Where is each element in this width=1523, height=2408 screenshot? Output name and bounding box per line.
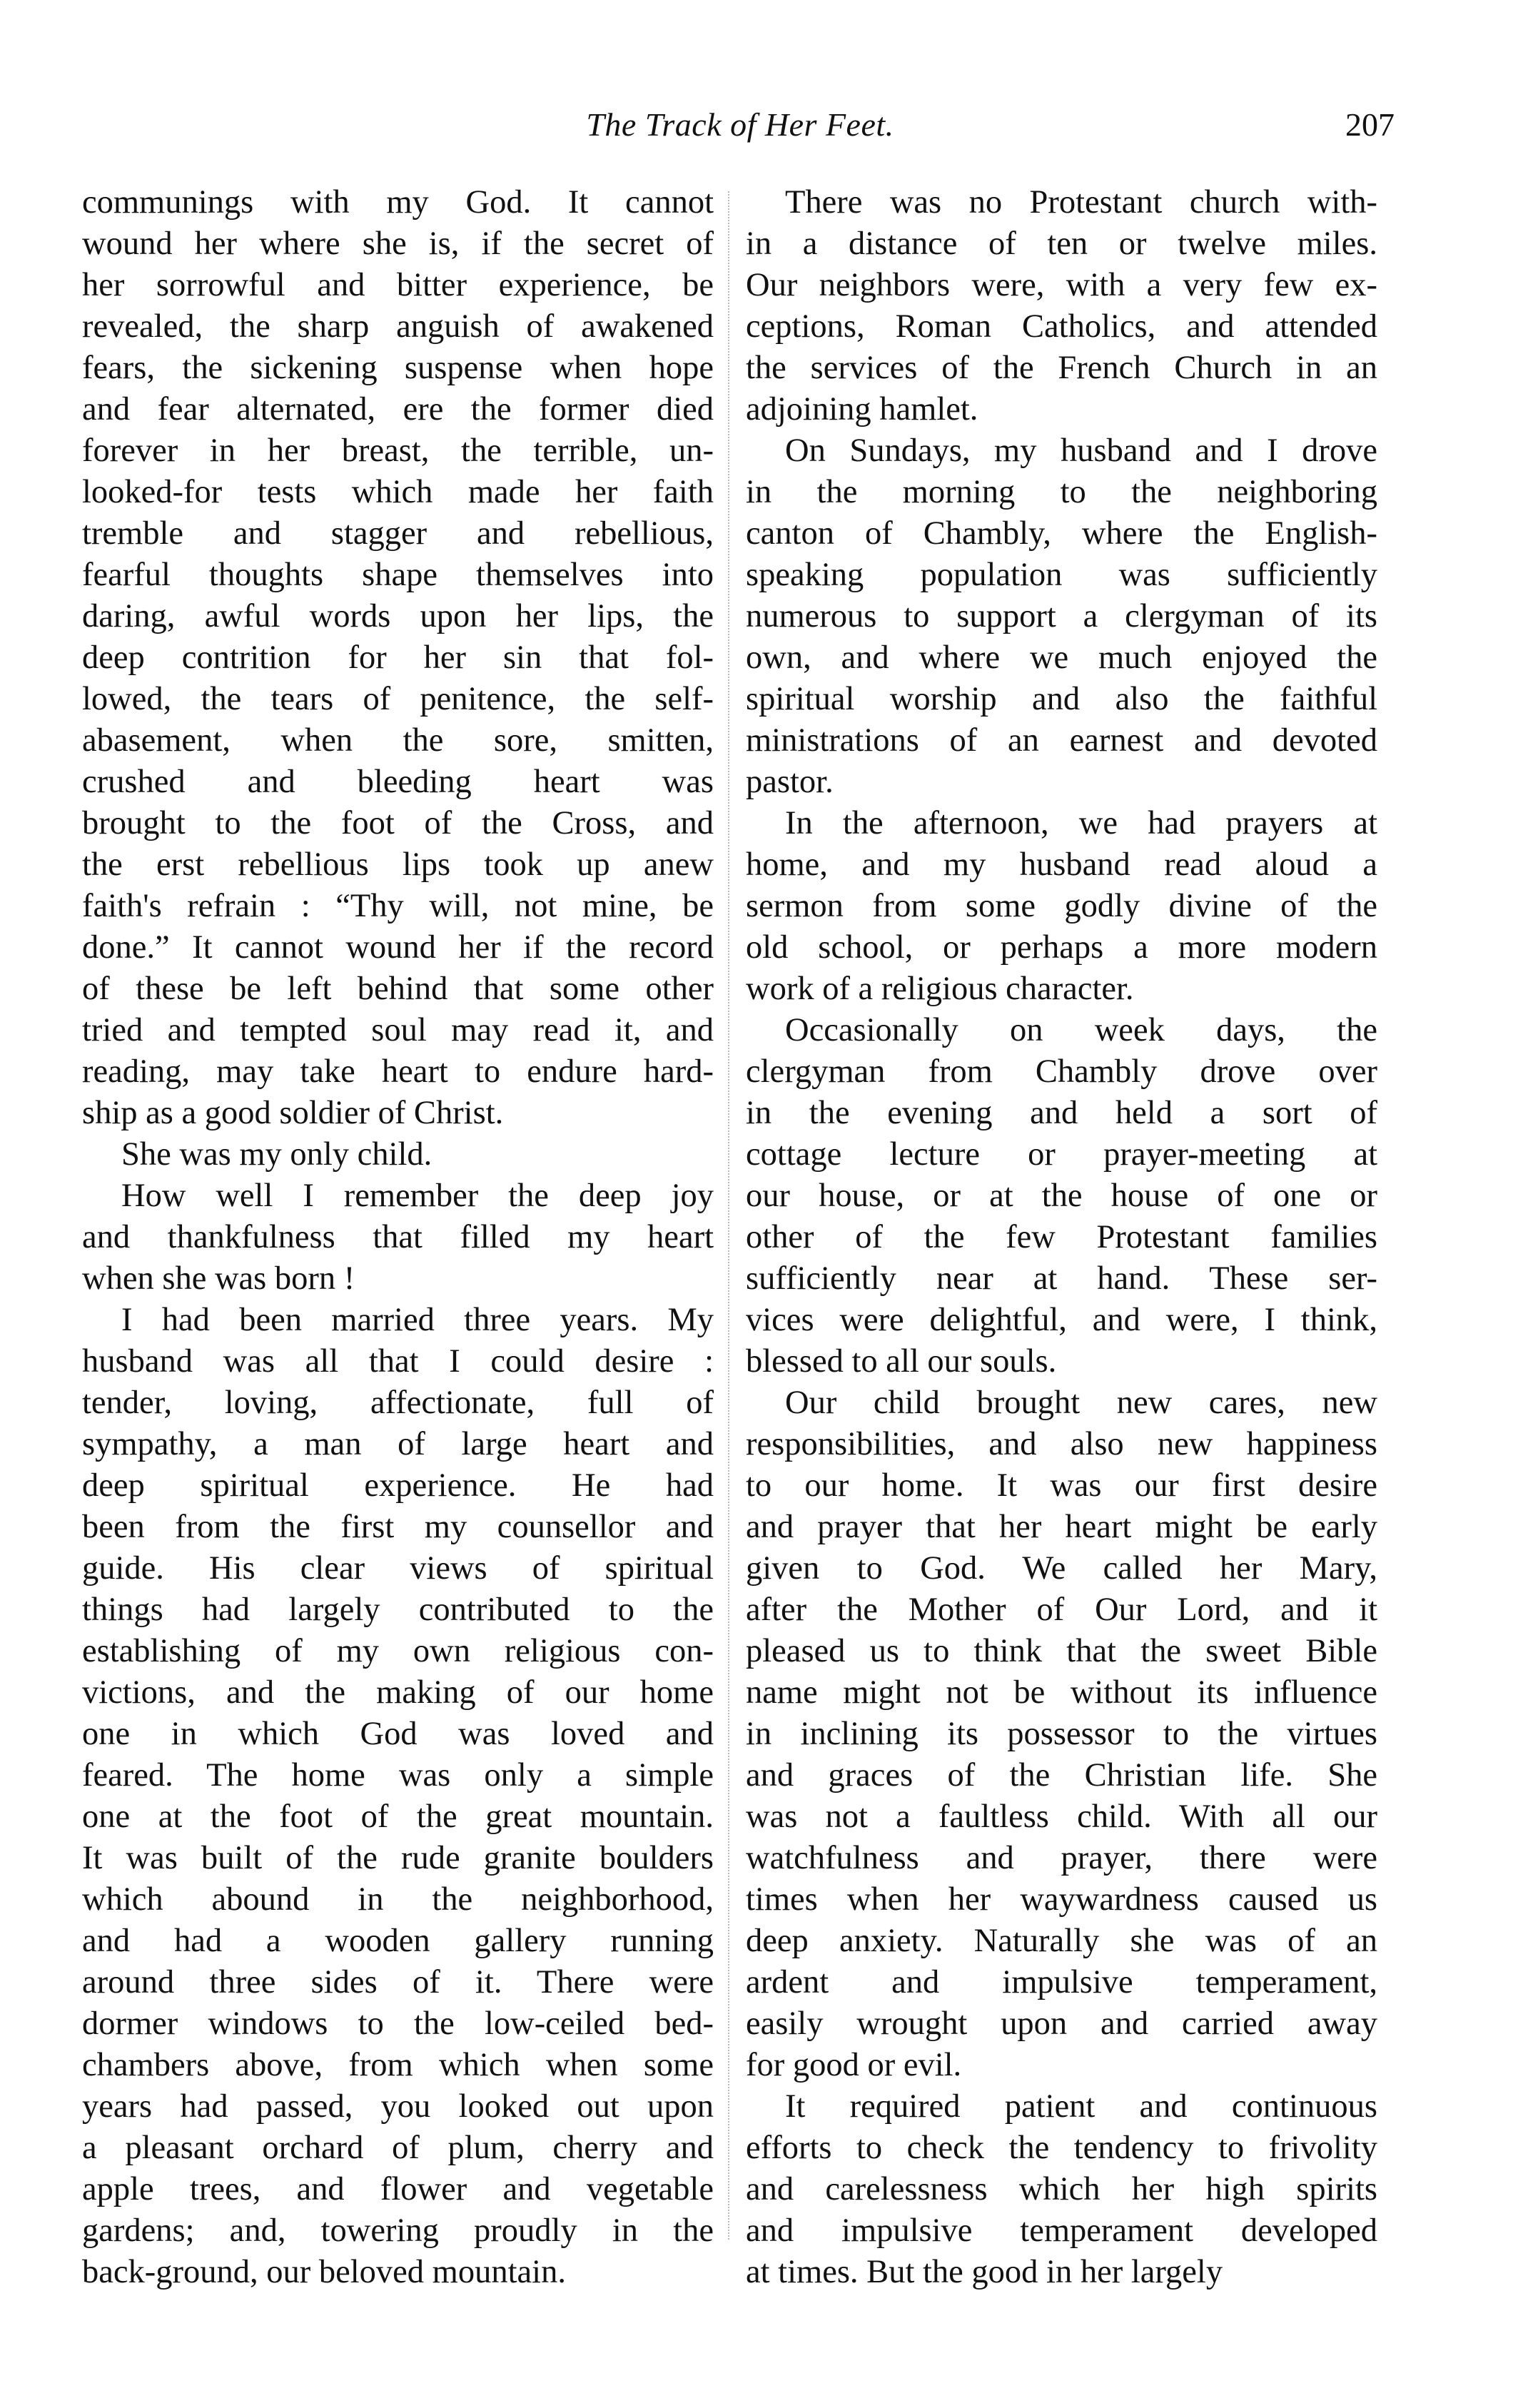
text-line: looked-for tests which made her faith (82, 474, 714, 510)
text-line: brought to the foot of the Cross, and (82, 805, 714, 841)
text-line: guide. His clear views of spiritual (82, 1550, 714, 1587)
text-line: in inclining its possessor to the virtues (746, 1716, 1377, 1752)
text-line: ceptions, Roman Catholics, and attended (746, 308, 1377, 345)
text-line: lowed, the tears of penitence, the self- (82, 681, 714, 717)
text-line: speaking population was sufficiently (746, 557, 1377, 593)
text-line: forever in her breast, the terrible, un- (82, 432, 714, 469)
text-line: old school, or perhaps a more modern (746, 929, 1377, 966)
text-line: I had been married three years. My (121, 1302, 714, 1338)
text-line: How well I remember the deep joy (121, 1178, 714, 1214)
text-line: It was built of the rude granite boulders (82, 1840, 714, 1876)
text-line: victions, and the making of our home (82, 1674, 714, 1711)
text-line: husband was all that I could desire : (82, 1343, 714, 1380)
text-line: one in which God was loved and (82, 1716, 714, 1752)
text-line: On Sundays, my husband and I drove (785, 432, 1377, 469)
text-line: reading, may take heart to endure hard- (82, 1053, 714, 1090)
text-line: fears, the sickening suspense when hope (82, 350, 714, 386)
paragraph (82, 1300, 714, 2293)
text-line: chambers above, from which when some (82, 2047, 714, 2083)
text-line: in the evening and held a sort of (746, 1095, 1377, 1131)
text-line: for good or evil. (746, 2047, 962, 2083)
text-line: ship as a good soldier of Christ. (82, 1095, 504, 1131)
column-divider (728, 191, 729, 2240)
text-line: in the morning to the neighboring (746, 474, 1377, 510)
text-line: of these be left behind that some other (82, 971, 714, 1007)
text-line: after the Mother of Our Lord, and it (746, 1592, 1377, 1628)
text-line: It required patient and continuous (785, 2088, 1377, 2125)
text-line: Our neighbors were, with a very few ex- (746, 267, 1377, 303)
text-line: tried and tempted soul may read it, and (82, 1012, 714, 1048)
text-line: was not a faultless child. With all our (746, 1799, 1377, 1835)
text-line: around three sides of it. There were (82, 1964, 714, 2000)
text-line: in a distance of ten or twelve miles. (746, 226, 1377, 262)
text-line: one at the foot of the great mountain. (82, 1799, 714, 1835)
text-line: home, and my husband read aloud a (746, 846, 1377, 883)
text-line: Occasionally on week days, the (785, 1012, 1377, 1048)
text-line: tremble and stagger and rebellious, (82, 515, 714, 552)
text-line: been from the first my counsellor and (82, 1509, 714, 1545)
text-line: sufficiently near at hand. These ser- (746, 1260, 1377, 1297)
text-line: She was my only child. (121, 1136, 432, 1173)
text-line: cottage lecture or prayer-meeting at (746, 1136, 1377, 1173)
text-line: and fear alternated, ere the former died (82, 391, 714, 428)
paragraph (746, 1010, 1377, 1382)
text-line: deep spiritual experience. He had (82, 1467, 714, 1504)
text-line: ministrations of an earnest and devoted (746, 722, 1377, 759)
text-line: apple trees, and flower and vegetable (82, 2171, 714, 2207)
text-line: crushed and bleeding heart was (82, 764, 714, 800)
text-line: Our child brought new cares, new (785, 1385, 1377, 1421)
text-line: when she was born ! (82, 1260, 355, 1297)
text-line: efforts to check the tendency to frivolity (746, 2130, 1377, 2166)
paragraph (746, 1382, 1377, 2086)
paragraph (82, 182, 714, 1134)
text-line: feared. The home was only a simple (82, 1757, 714, 1794)
text-line: our house, or at the house of one or (746, 1178, 1377, 1214)
text-line: and had a wooden gallery running (82, 1923, 714, 1959)
text-line: revealed, the sharp anguish of awakened (82, 308, 714, 345)
text-line: dormer windows to the low-ceiled bed- (82, 2005, 714, 2042)
text-line: communings with my God. It cannot (82, 184, 714, 221)
text-line: and thankfulness that filled my heart (82, 1219, 714, 1255)
text-line: daring, awful words upon her lips, the (82, 598, 714, 634)
text-line: adjoining hamlet. (746, 391, 978, 428)
text-line: the erst rebellious lips took up anew (82, 846, 714, 883)
text-line: other of the few Protestant families (746, 1219, 1377, 1255)
text-line: blessed to all our souls. (746, 1343, 1057, 1380)
text-line: vices were delightful, and were, I think, (746, 1302, 1377, 1338)
text-line: work of a religious character. (746, 971, 1134, 1007)
paragraph (82, 1175, 714, 1300)
text-line: faith's refrain : “Thy will, not mine, be (82, 888, 714, 924)
text-line: back-ground, our beloved mountain. (82, 2254, 566, 2290)
paragraph (82, 1134, 714, 1175)
text-line: her sorrowful and bitter experience, be (82, 267, 714, 303)
text-line: and impulsive temperament developed (746, 2212, 1377, 2249)
text-line: and prayer that her heart might be early (746, 1509, 1377, 1545)
paragraph (746, 182, 1377, 430)
text-line: name might not be without its influence (746, 1674, 1377, 1711)
text-line: abasement, when the sore, smitten, (82, 722, 714, 759)
text-line: watchfulness and prayer, there were (746, 1840, 1377, 1876)
page-number: 207 (1345, 106, 1395, 143)
text-line: deep contrition for her sin that fol- (82, 639, 714, 676)
text-line: times when her waywardness caused us (746, 1881, 1377, 1918)
left-column (82, 182, 714, 2293)
text-line: clergyman from Chambly drove over (746, 1053, 1377, 1090)
text-line: fearful thoughts shape themselves into (82, 557, 714, 593)
text-line: numerous to support a clergyman of its (746, 598, 1377, 634)
text-line: tender, loving, affectionate, full of (82, 1385, 714, 1421)
text-line: which abound in the neighborhood, (82, 1881, 714, 1918)
text-line: given to God. We called her Mary, (746, 1550, 1377, 1587)
text-line: responsibilities, and also new happiness (746, 1426, 1377, 1462)
paragraph (746, 803, 1377, 1010)
text-line: spiritual worship and also the faithful (746, 681, 1377, 717)
text-line: gardens; and, towering proudly in the (82, 2212, 714, 2249)
text-line: sympathy, a man of large heart and (82, 1426, 714, 1462)
paragraph (746, 430, 1377, 803)
text-line: to our home. It was our first desire (746, 1467, 1377, 1504)
running-title: The Track of Her Feet. (586, 106, 894, 143)
text-line: deep anxiety. Naturally she was of an (746, 1923, 1377, 1959)
text-line: the services of the French Church in an (746, 350, 1377, 386)
text-line: own, and where we much enjoyed the (746, 639, 1377, 676)
paragraph (746, 2086, 1377, 2293)
text-line: a pleasant orchard of plum, cherry and (82, 2130, 714, 2166)
text-line: pastor. (746, 764, 834, 800)
text-line: In the afternoon, we had prayers at (785, 805, 1377, 841)
text-line: things had largely contributed to the (82, 1592, 714, 1628)
text-line: and carelessness which her high spirits (746, 2171, 1377, 2207)
text-line: easily wrought upon and carried away (746, 2005, 1377, 2042)
text-line: wound her where she is, if the secret of (82, 226, 714, 262)
running-head (86, 106, 1395, 148)
text-line: years had passed, you looked out upon (82, 2088, 714, 2125)
text-line: sermon from some godly divine of the (746, 888, 1377, 924)
text-line: done.” It cannot wound her if the record (82, 929, 714, 966)
text-line: establishing of my own religious con- (82, 1633, 714, 1669)
text-line: There was no Protestant church with- (785, 184, 1377, 221)
text-line: at times. But the good in her largely (746, 2254, 1223, 2290)
text-line: and graces of the Christian life. She (746, 1757, 1377, 1794)
text-line: ardent and impulsive temperament, (746, 1964, 1377, 2000)
text-line: canton of Chambly, where the English- (746, 515, 1377, 552)
right-column (746, 182, 1377, 2293)
text-line: pleased us to think that the sweet Bible (746, 1633, 1377, 1669)
